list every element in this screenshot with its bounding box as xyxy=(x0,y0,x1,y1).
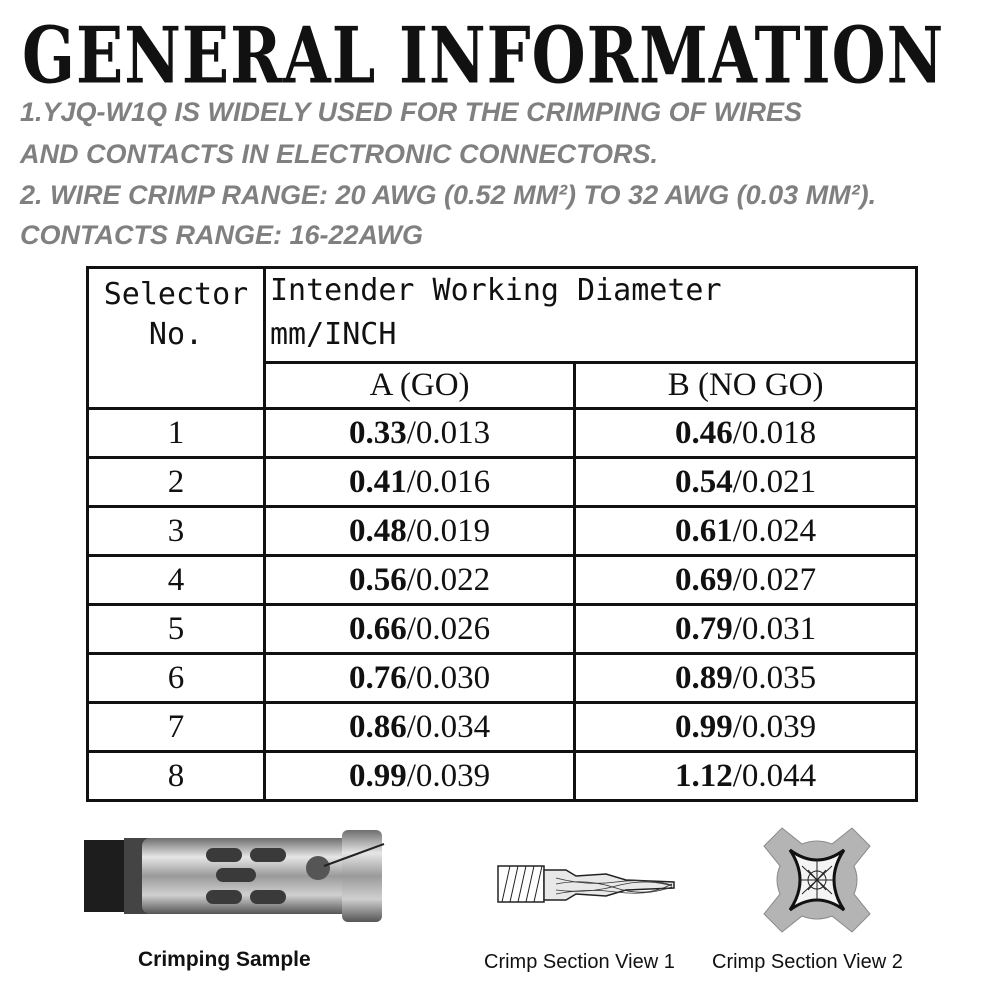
selector-number: 5 xyxy=(88,605,265,654)
diameter-a-inch: /0.026 xyxy=(406,611,491,647)
diameter-a-inch: /0.022 xyxy=(406,562,491,598)
diameter-b-cell xyxy=(575,605,917,654)
diameter-b-inch: /0.031 xyxy=(732,611,817,647)
info-line-3: 2. WIRE CRIMP RANGE: 20 AWG (0.52 MM²) TO 32 AWG (0.03 MM²). xyxy=(20,180,877,210)
table-row xyxy=(88,458,917,507)
diameter-a-cell xyxy=(265,556,575,605)
diameter-b-cell xyxy=(575,703,917,752)
diameter-b-cell xyxy=(575,752,917,801)
selector-number: 8 xyxy=(88,752,265,801)
diameter-a-inch: /0.019 xyxy=(406,513,491,549)
diameter-a-mm: 0.66 xyxy=(349,611,407,647)
crimp-section-view-2 xyxy=(762,826,872,934)
diameter-b-mm: 0.61 xyxy=(675,513,733,549)
selector-number: 3 xyxy=(88,507,265,556)
diameter-b-cell xyxy=(575,654,917,703)
selector-header-line-2: No. xyxy=(148,317,204,352)
diameter-b-cell xyxy=(575,409,917,458)
diameter-a-inch: /0.034 xyxy=(406,709,491,745)
diameter-b-inch: /0.035 xyxy=(732,660,817,696)
selector-number: 7 xyxy=(88,703,265,752)
diameter-b-inch: /0.018 xyxy=(732,415,817,451)
diameter-a-cell xyxy=(265,752,575,801)
diameter-a-inch: /0.039 xyxy=(406,758,491,794)
diameter-a-mm: 0.41 xyxy=(349,464,407,500)
table-row xyxy=(88,752,917,801)
diameter-table xyxy=(86,266,918,802)
info-line-2: AND CONTACTS IN ELECTRONIC CONNECTORS. xyxy=(20,139,659,169)
selector-number: 2 xyxy=(88,458,265,507)
diameter-b-inch: /0.024 xyxy=(732,513,817,549)
diameter-a-mm: 0.48 xyxy=(349,513,407,549)
table-row xyxy=(88,654,917,703)
column-header-b: B (NO GO) xyxy=(575,363,917,409)
diameter-a-mm: 0.56 xyxy=(349,562,407,598)
diameter-b-mm: 0.69 xyxy=(675,562,733,598)
crimp-section-view-1 xyxy=(496,860,676,908)
diameter-a-mm: 0.99 xyxy=(349,758,407,794)
diameter-b-cell xyxy=(575,458,917,507)
column-header-a: A (GO) xyxy=(265,363,575,409)
diameter-b-cell xyxy=(575,507,917,556)
crimp-section-view-1-caption: Crimp Section View 1 xyxy=(484,951,675,973)
diameter-b-cell xyxy=(575,556,917,605)
table-row xyxy=(88,605,917,654)
diameter-a-inch: /0.030 xyxy=(406,660,491,696)
diameter-header-line-2: mm/INCH xyxy=(270,317,397,352)
diameter-b-inch: /0.044 xyxy=(732,758,817,794)
diameter-header-line-1: Intender Working Diameter xyxy=(270,273,722,308)
diameter-a-mm: 0.76 xyxy=(349,660,407,696)
info-line-1: 1.YJQ-W1Q IS WIDELY USED FOR THE CRIMPING OF WIRES xyxy=(20,97,803,127)
diameter-a-cell xyxy=(265,409,575,458)
selector-header xyxy=(88,268,265,409)
diameter-b-mm: 0.54 xyxy=(675,464,733,500)
diameter-a-mm: 0.86 xyxy=(349,709,407,745)
table-row xyxy=(88,703,917,752)
diameter-b-mm: 0.46 xyxy=(675,415,733,451)
page-title: GENERAL INFORMATION xyxy=(22,10,945,102)
table-row xyxy=(88,556,917,605)
diameter-b-inch: /0.039 xyxy=(732,709,817,745)
diameter-a-inch: /0.016 xyxy=(406,464,491,500)
crimp-section-view-2-caption: Crimp Section View 2 xyxy=(712,951,903,973)
diameter-b-mm: 1.12 xyxy=(675,758,733,794)
table-row xyxy=(88,507,917,556)
diameter-a-cell xyxy=(265,605,575,654)
table-body xyxy=(88,409,917,801)
diameter-a-cell xyxy=(265,458,575,507)
diameter-b-inch: /0.021 xyxy=(732,464,817,500)
diameter-b-mm: 0.79 xyxy=(675,611,733,647)
diameter-b-inch: /0.027 xyxy=(732,562,817,598)
selector-number: 6 xyxy=(88,654,265,703)
table-row xyxy=(88,409,917,458)
crimping-sample-caption: Crimping Sample xyxy=(138,948,311,971)
diameter-a-cell xyxy=(265,507,575,556)
diameter-header xyxy=(265,268,917,363)
diameter-a-cell xyxy=(265,654,575,703)
selector-number: 1 xyxy=(88,409,265,458)
selector-header-line-1: Selector xyxy=(103,277,249,312)
diameter-b-mm: 0.89 xyxy=(675,660,733,696)
diameter-a-cell xyxy=(265,703,575,752)
diameter-a-mm: 0.33 xyxy=(349,415,407,451)
crimping-sample-photo xyxy=(84,826,394,928)
info-line-4: CONTACTS RANGE: 16-22AWG xyxy=(20,220,424,250)
selector-number: 4 xyxy=(88,556,265,605)
diameter-b-mm: 0.99 xyxy=(675,709,733,745)
diameter-a-inch: /0.013 xyxy=(406,415,491,451)
